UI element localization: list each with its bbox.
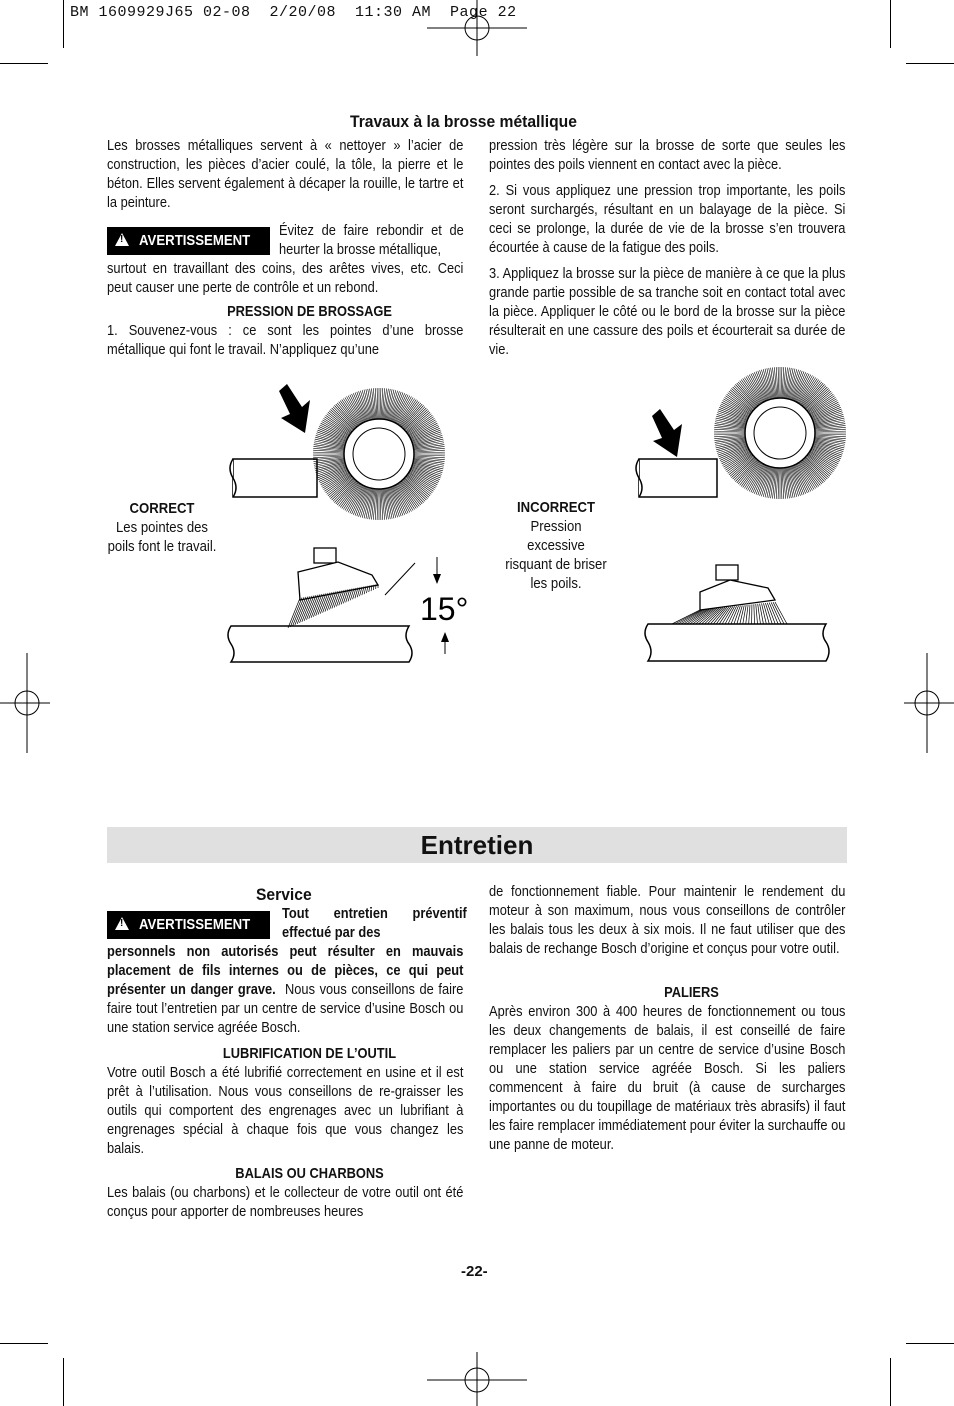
incorrect-text: Pression excessive risquant de briser les poils.: [505, 519, 607, 592]
incorrect-title: INCORRECT: [516, 500, 596, 516]
incorrect-caption: [502, 499, 610, 594]
incorrect-wheel-illustration: [636, 367, 846, 499]
page-number: -22-: [461, 1263, 488, 1280]
brushes-paragraph-end: de fonctionnement fiable. Pour maintenir le rendement du moteur à son maximum, nous vous conseillons de contrôler les balais tous les deux à six mois. Il ne faut utiliser que des balais de rechange Bosch d’origine et conçus pour votre outil.: [489, 884, 846, 957]
pressure-arrow-icon: [279, 384, 310, 433]
warning-badge: !AVERTISSEMENT: [107, 227, 270, 255]
correct-cup-brush-illustration: [228, 548, 468, 662]
pressure-arrow-icon: [652, 409, 682, 457]
service-warning-rest: personnels non autorisés peut résulter en mauvais placement de fils internes ou de pièces, ce qui peut présenter un danger grave. Nous vous conseillons de faire faire tout l’entretien par un centre de service d’usine Bosch ou une station service agréée Bosch.: [107, 944, 464, 1036]
warning-text-rest: surtout en travaillant des coins, des arêtes vives, etc. Ceci peut causer une perte de contrôle et un rebond.: [107, 261, 464, 296]
warning-triangle-icon: [115, 917, 129, 930]
service-title: Service: [256, 885, 312, 904]
intro-paragraph: Les brosses métalliques servent à « nettoyer » l’acier de construction, les pièces d’acier coulé, la tôle, la pierre et le béton. Elles servent également à décaper la rouille, le tartre et la peinture.: [107, 138, 464, 211]
maintenance-banner: [107, 827, 847, 863]
bearings-paragraph: Après environ 300 à 400 heures de fonctionnement ou tous les deux changements de balais, il est conseillé de faire remplacer les paliers par un centre de service d’usine Bosch ou une station service agréée Bosch. Si les paliers commencent à faire du bruit (à cause de surcharges importantes ou du toupillage de matériaux très abrasifs) il faut les faire remplacer immédiatement pour éviter la surchauffe ou une panne de moteur.: [489, 1004, 846, 1153]
item1-start: 1. Souvenez-vous : ce sont les pointes d’une brosse métallique qui font le travail. N’appliquez qu’une: [107, 323, 464, 358]
lubrication-paragraph: Votre outil Bosch a été lubrifié correctement en usine et il est prêt à l’utilisation. Nous vous conseillons de re-graisser les outils qui comportent des engrenages avec un lubrifiant à engrenages spécial à chaque fois que vous changez les balais.: [107, 1065, 464, 1157]
section-title-wire-brush: Travaux à la brosse métallique: [350, 112, 577, 131]
item1-end: pression très légère sur la brosse de sorte que seules les pointes des poils viennent en contact avec la pièce.: [489, 138, 846, 173]
brushes-paragraph-start: Les balais (ou charbons) et le collecteur de votre outil ont été conçus pour apporter de nombreuses heures: [107, 1185, 464, 1220]
pressure-heading: PRESSION DE BROSSAGE: [227, 304, 392, 320]
brushes-heading: BALAIS OU CHARBONS: [235, 1166, 384, 1182]
incorrect-cup-brush-illustration: [645, 565, 829, 661]
angle-label: 15°: [420, 591, 469, 627]
service-warning-start: Tout entretien préventif effectué par des: [282, 906, 467, 941]
lubrication-heading: LUBRIFICATION DE L’OUTIL: [222, 1046, 397, 1062]
correct-title: CORRECT: [129, 501, 195, 517]
bearings-heading: PALIERS: [664, 985, 719, 1001]
service-warning-badge: !AVERTISSEMENT: [107, 911, 270, 939]
correct-text: Les pointes des poils font le travail.: [107, 520, 217, 555]
correct-wheel-illustration: [230, 384, 445, 520]
correct-caption: [104, 500, 221, 557]
warning-text-start: Évitez de faire rebondir et de heurter la brosse métallique,: [279, 223, 464, 258]
maintenance-title: Entretien: [420, 830, 534, 860]
print-slug: BM 1609929J65 02-08 2/20/08 11:30 AM Page 22: [70, 4, 517, 21]
item2-paragraph: 2. Si vous appliquez une pression trop importante, les poils seront surchargés, résultant en un balayage de la pièce. Si ceci se prolonge, la durée de vie de la brosse s’en trouvera écourtée à cause de la fatigue des poils.: [489, 183, 846, 256]
item3-paragraph: 3. Appliquez la brosse sur la pièce de manière à ce que la plus grande partie possible de sa tranche soit en contact total avec la pièce. Appliquer le côté ou le bord de la brosse sur la pièce résulterait en une cassure des poils et écourterait sa durée de vie.: [489, 266, 846, 358]
